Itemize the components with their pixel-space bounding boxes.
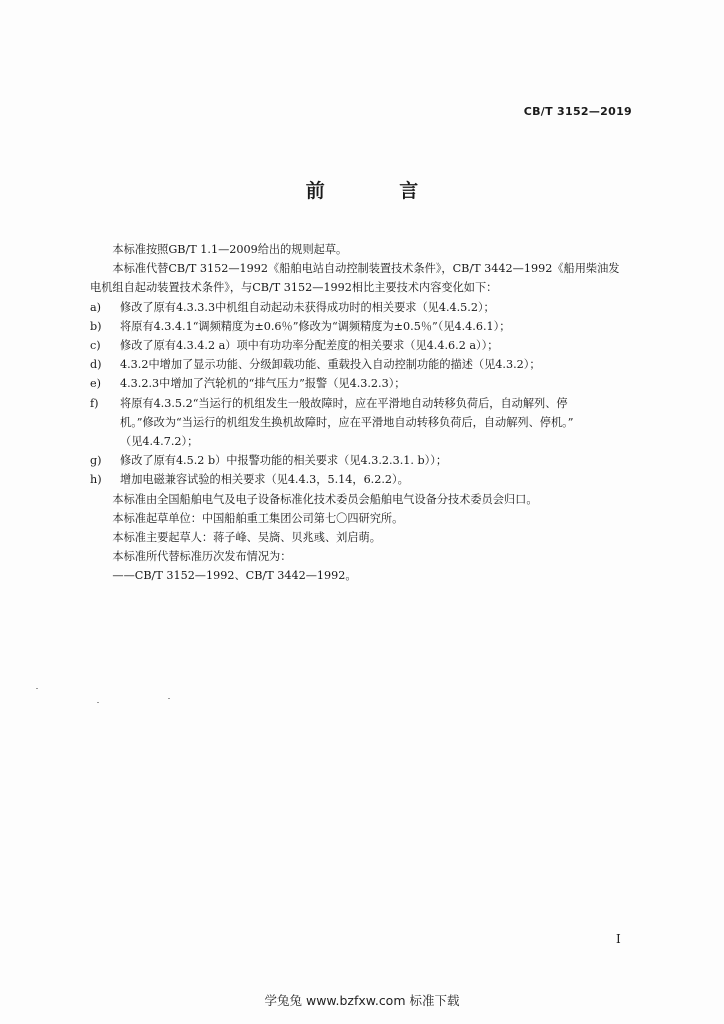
list-text: 修改了原有4.3.3.3中机组自动起动未获得成功时的相关要求（见4.4.5.2）； <box>120 300 495 314</box>
paragraph-drafting-rules: 本标准按照GB/T 1.1—2009给出的规则起草。 <box>112 243 348 256</box>
list-item <box>90 317 650 336</box>
list-item <box>90 470 650 489</box>
document-body <box>90 240 650 586</box>
list-item <box>90 451 650 470</box>
list-text: 4.3.2中增加了显示功能、分级卸载功能、重载投入自动控制功能的描述（见4.3.2）； <box>120 358 541 372</box>
watermark: 学兔兔 www.bzfxw.com 标准下载 <box>264 993 460 1008</box>
scan-speck <box>168 698 170 699</box>
list-text-line: （见4.4.7.2）； <box>120 435 199 449</box>
page-number: I <box>616 932 621 946</box>
list-text: 修改了原有4.5.2 b）中报警功能的相关要求（见4.3.2.3.1. b））； <box>120 454 448 468</box>
paragraph-history-intro: 本标准所代替标准历次发布情况为： <box>112 550 292 564</box>
list-marker: g) <box>90 454 102 468</box>
list-text: 4.3.2.3中增加了汽轮机的“排气压力”报警（见4.3.2.3）； <box>120 377 406 391</box>
paragraph-drafters: 本标准主要起草人：蒋子峰、吴旖、贝兆彧、刘启萌。 <box>112 531 381 545</box>
list-text <box>120 394 650 452</box>
standard-code: CB/T 3152—2019 <box>523 105 632 118</box>
list-item <box>90 298 650 317</box>
list-marker: f) <box>90 396 99 410</box>
list-marker: h) <box>90 473 102 487</box>
list-marker: c) <box>90 339 101 353</box>
list-text-line: 机。”修改为“当运行的机组发生换机故障时，应在平滑地自动转移负荷后，自动解列、停机。” <box>120 415 574 429</box>
paragraph-replaces-line1: 本标准代替CB/T 3152—1992《船舶电站自动控制装置技术条件》，CB/T 3442—1992《船用柴油发 <box>112 262 620 276</box>
list-item <box>90 394 650 452</box>
list-text: 增加电磁兼容试验的相关要求（见4.4.3，5.14，6.2.2）。 <box>120 473 409 487</box>
paragraph-replaces-line2: 电机组自起动装置技术条件》，与CB/T 3152—1992相比主要技术内容变化如下： <box>90 281 498 295</box>
list-text: 修改了原有4.3.4.2 a）项中有功功率分配差度的相关要求（见4.4.6.2 a））； <box>120 339 499 353</box>
list-marker: b) <box>90 319 102 333</box>
list-marker: a) <box>90 300 102 314</box>
list-marker: d) <box>90 358 102 372</box>
list-item <box>90 374 650 393</box>
list-text: 将原有4.3.4.1“调频精度为±0.6％”修改为“调频精度为±0.5％”（见4.4.6.1）； <box>120 319 511 333</box>
paragraph-responsible-committee: 本标准由全国船舶电气及电子设备标准化技术委员会船舶电气设备分技术委员会归口。 <box>112 492 538 506</box>
page-title: 前 言 <box>305 180 453 202</box>
paragraph-history-list: ——CB/T 3152—1992、CB/T 3442—1992。 <box>112 569 357 583</box>
scan-speck <box>97 702 99 703</box>
paragraph-drafting-unit: 本标准起草单位：中国船舶重工集团公司第七〇四研究所。 <box>112 511 404 525</box>
list-item <box>90 336 650 355</box>
scan-speck <box>36 688 38 689</box>
list-text-line: 将原有4.3.5.2“当运行的机组发生一般故障时，应在平滑地自动转移负荷后，自动解列、停 <box>120 396 568 410</box>
list-marker: e) <box>90 377 101 391</box>
list-item <box>90 355 650 374</box>
